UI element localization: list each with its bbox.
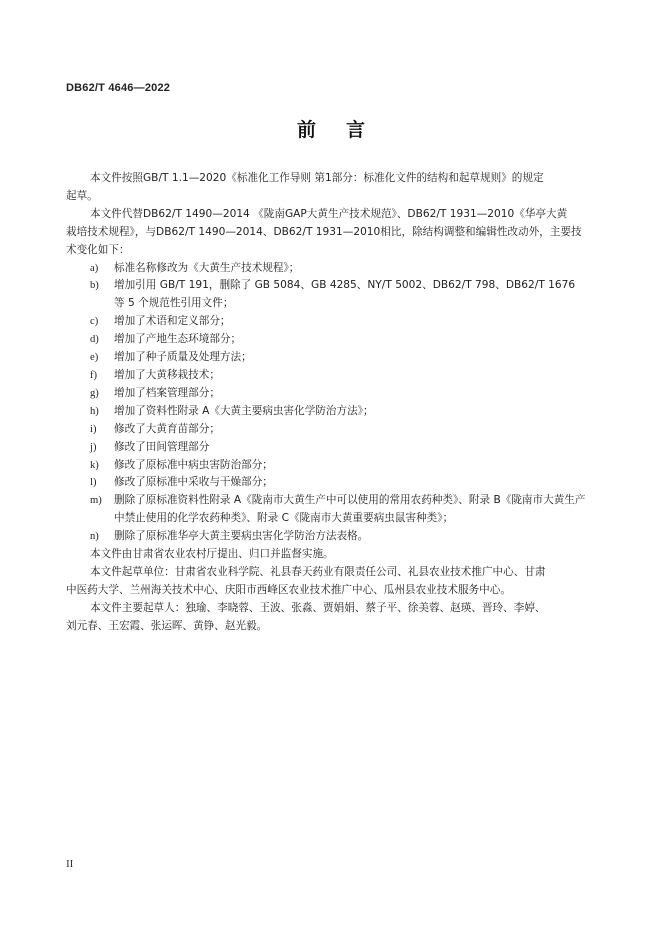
paragraph-continuation: 中医药大学、兰州海关技术中心、庆阳市西峰区农业技术推广中心、瓜州县农业技术服务中心。	[66, 583, 511, 596]
paragraph-continuation: 栽培技术规程》，与DB62/T 1490—2014、DB62/T 1931—2010相比，除结构调整和编辑性改动外，主要技术变化如下：	[66, 225, 582, 256]
list-item-text: 标准名称修改为《大黄生产技术规程》；	[114, 261, 300, 274]
intro-paragraph	[66, 206, 588, 260]
list-item	[90, 528, 588, 546]
list-item	[90, 421, 588, 439]
list-item-text: 删除了原标准资料性附录 A《陇南市大黄生产中可以使用的常用农药种类》、附录 B《陇南市大黄生产中禁止使用的化学农药种类》、附录 C《陇南市大黄重要病虫鼠害种类》；	[114, 494, 586, 525]
list-item-label: e)	[90, 352, 99, 364]
list-item	[90, 367, 588, 385]
list-item-text: 增加了术语和定义部分；	[114, 315, 231, 328]
list-item-text: 增加了产地生态环境部分；	[114, 333, 242, 346]
list-item	[90, 260, 588, 278]
list-item-label: c)	[90, 316, 99, 328]
paragraph-continuation: 起草。	[66, 189, 98, 202]
list-item-text: 修改了原标准中病虫害防治部分；	[114, 458, 273, 471]
list-item	[90, 492, 588, 528]
list-item	[90, 349, 588, 367]
list-item-label: n)	[90, 531, 99, 543]
list-item-text: 修改了大黄育苗部分；	[114, 422, 220, 435]
change-list	[90, 260, 588, 547]
list-item-text: 增加了档案管理部分；	[114, 386, 220, 399]
list-item	[90, 403, 588, 421]
list-item-text: 修改了田间管理部分	[114, 440, 210, 453]
list-item	[90, 385, 588, 403]
intro-paragraph	[66, 170, 588, 206]
list-item-label: g)	[90, 387, 99, 399]
list-item-label: d)	[90, 334, 99, 346]
list-item-text: 删除了原标准华亭大黄主要病虫害化学防治方法表格。	[114, 530, 369, 543]
list-item	[90, 474, 588, 492]
list-item-text: 增加了大黄移栽技术；	[114, 368, 220, 381]
list-item-label: j)	[90, 441, 97, 453]
list-item-label: i)	[90, 423, 97, 435]
list-item-text: 修改了原标准中采收与干燥部分；	[114, 476, 273, 489]
list-item	[90, 457, 588, 475]
list-item	[90, 313, 588, 331]
document-body	[66, 170, 588, 636]
paragraph-first-line: 本文件代替DB62/T 1490—2014 《陇南GAP大黄生产技术规范》、DB62/T 1931—2010《华亭大黄	[90, 207, 568, 220]
list-item-label: a)	[90, 262, 99, 274]
page-number: II	[66, 858, 74, 870]
list-item-text: 增加引用 GB/T 191，删除了 GB 5084、GB 4285、NY/T 5002、DB62/T 798、DB62/T 1676 等 5 个规范性引用文件；	[114, 279, 576, 310]
outro-paragraph	[66, 564, 588, 600]
paragraph-first-line: 本文件由甘肃省农业农村厅提出、归口并监督实施。	[90, 548, 334, 561]
outro-paragraph	[90, 546, 588, 564]
paragraph-first-line: 本文件主要起草人：独瑜、李晓蓉、王波、张淼、贾娟娟、蔡子平、徐美蓉、赵瑛、晋玲、李婷、	[90, 601, 546, 614]
list-item-text: 增加了资料性附录 A《大黄主要病虫害化学防治方法》；	[114, 404, 374, 417]
list-item-label: b)	[90, 280, 99, 292]
outro-paragraph	[66, 600, 588, 636]
standard-id: DB62/T 4646—2022	[66, 82, 171, 94]
paragraph-first-line: 本文件起草单位：甘肃省农业科学院、礼县春天药业有限责任公司、礼县农业技术推广中心、甘肃	[90, 565, 546, 578]
list-item	[90, 277, 588, 313]
list-item-label: m)	[90, 495, 102, 507]
list-item	[90, 439, 588, 457]
page-title: 前言	[296, 119, 395, 141]
paragraph-first-line: 本文件按照GB/T 1.1—2020《标准化工作导则 第1部分：标准化文件的结构和起草规则》的规定	[90, 172, 544, 184]
list-item-label: k)	[90, 459, 99, 471]
list-item-text: 增加了种子质量及处理方法；	[114, 351, 252, 364]
list-item-label: h)	[90, 405, 99, 417]
list-item	[90, 331, 588, 349]
list-item-label: l)	[90, 477, 97, 489]
paragraph-continuation: 刘元春、王宏霞、张运晖、黄铮、赵光毅。	[66, 619, 268, 632]
list-item-label: f)	[90, 369, 98, 381]
